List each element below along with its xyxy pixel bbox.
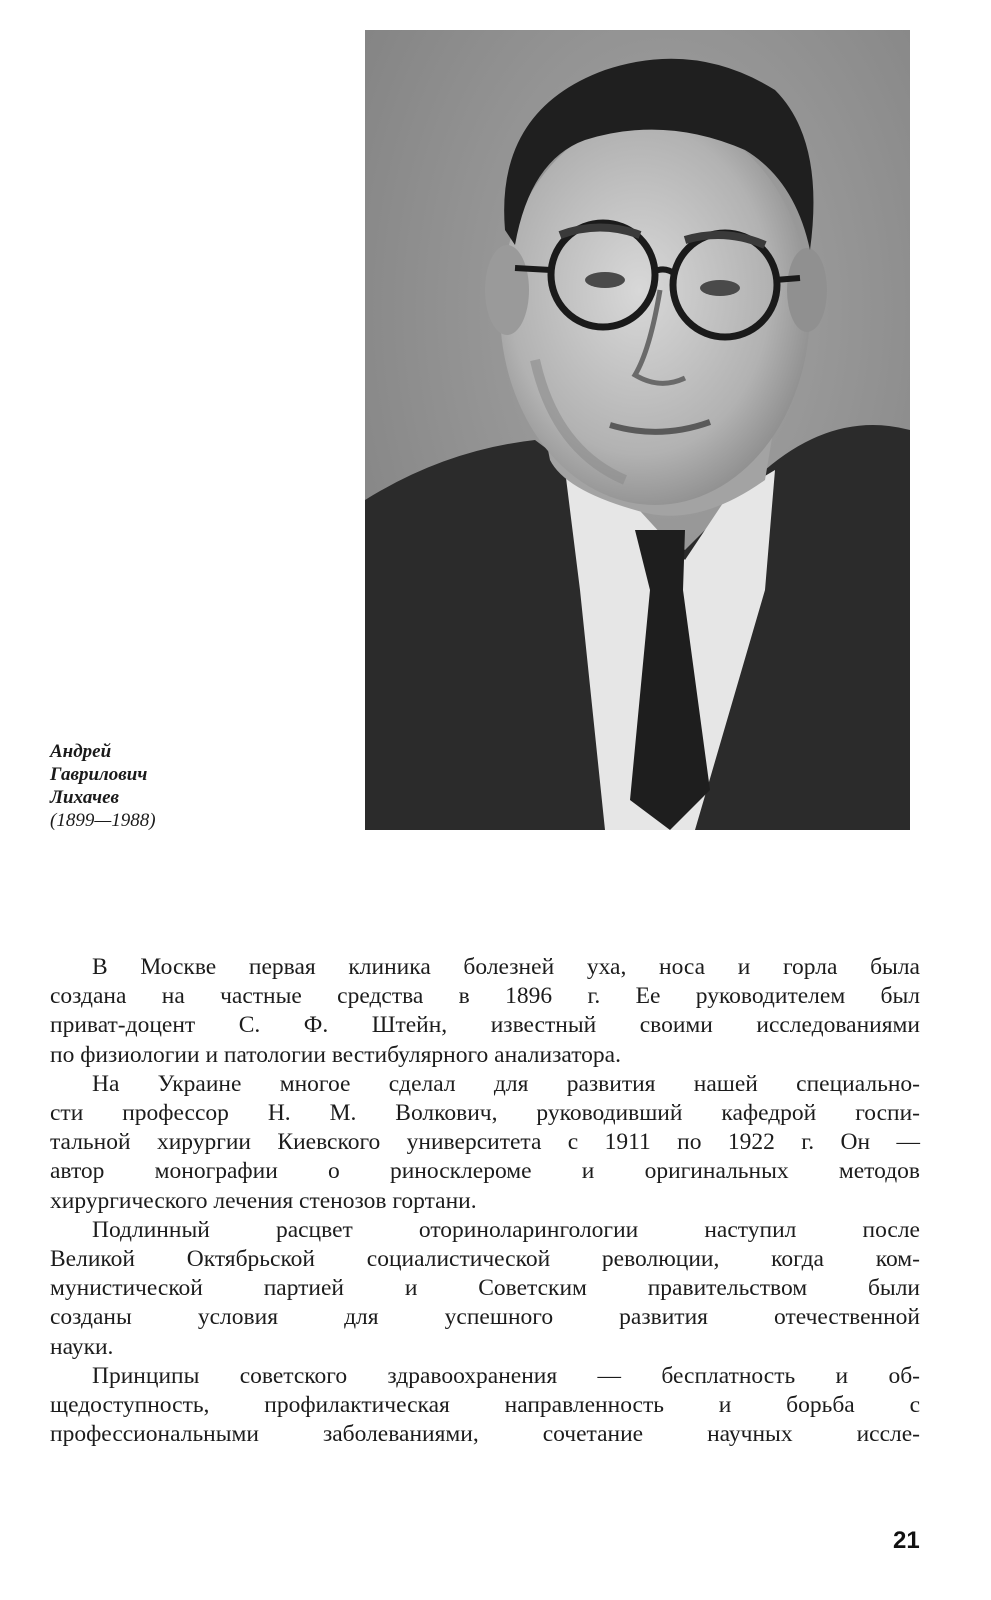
- text-line: Подлинный расцвет оториноларингологии наступил после: [92, 1216, 920, 1243]
- page-number: 21: [893, 1527, 920, 1554]
- text-line: Великой Октябрьской социалистической революции, когда ком-: [50, 1246, 920, 1273]
- portrait-photo: [365, 30, 910, 830]
- caption-years: (1899—1988): [50, 810, 156, 831]
- body-text: [50, 953, 920, 1449]
- text-line: автор монографии о риносклероме и оригинальных методов: [50, 1158, 920, 1185]
- photo-caption: [50, 740, 156, 832]
- caption-last-name: Лихачев: [50, 787, 119, 808]
- text-line: Принципы советского здравоохранения — бесплатность и об-: [92, 1362, 920, 1389]
- caption-first-name: Андрей: [50, 741, 112, 762]
- text-line: тальной хирургии Киевского университета с 1911 по 1922 г. Он —: [50, 1129, 920, 1156]
- text-line: хирургического лечения стенозов гортани.: [50, 1187, 477, 1214]
- text-line: В Москве первая клиника болезней уха, носа и горла была: [92, 954, 920, 980]
- portrait-illustration: [365, 30, 910, 830]
- text-line: мунистической партией и Советским правительством были: [50, 1275, 920, 1302]
- text-line: по физиологии и патологии вестибулярного анализатора.: [50, 1041, 621, 1068]
- text-line: щедоступность, профилактическая направленность и борьба с: [50, 1392, 920, 1419]
- caption-patronymic: Гаврилович: [50, 764, 148, 785]
- text-line: профессиональными заболеваниями, сочетание научных иссле-: [50, 1421, 920, 1448]
- text-line: созданы условия для успешного развития отечественной: [50, 1304, 920, 1331]
- text-line: приват-доцент С. Ф. Штейн, известный своими исследованиями: [50, 1012, 920, 1039]
- text-line: науки.: [50, 1333, 114, 1360]
- text-line: На Украине многое сделал для развития нашей специально-: [92, 1070, 920, 1097]
- text-line: создана на частные средства в 1896 г. Ее руководителем был: [50, 983, 920, 1010]
- text-line: сти профессор Н. М. Волкович, руководивший кафедрой госпи-: [50, 1100, 920, 1127]
